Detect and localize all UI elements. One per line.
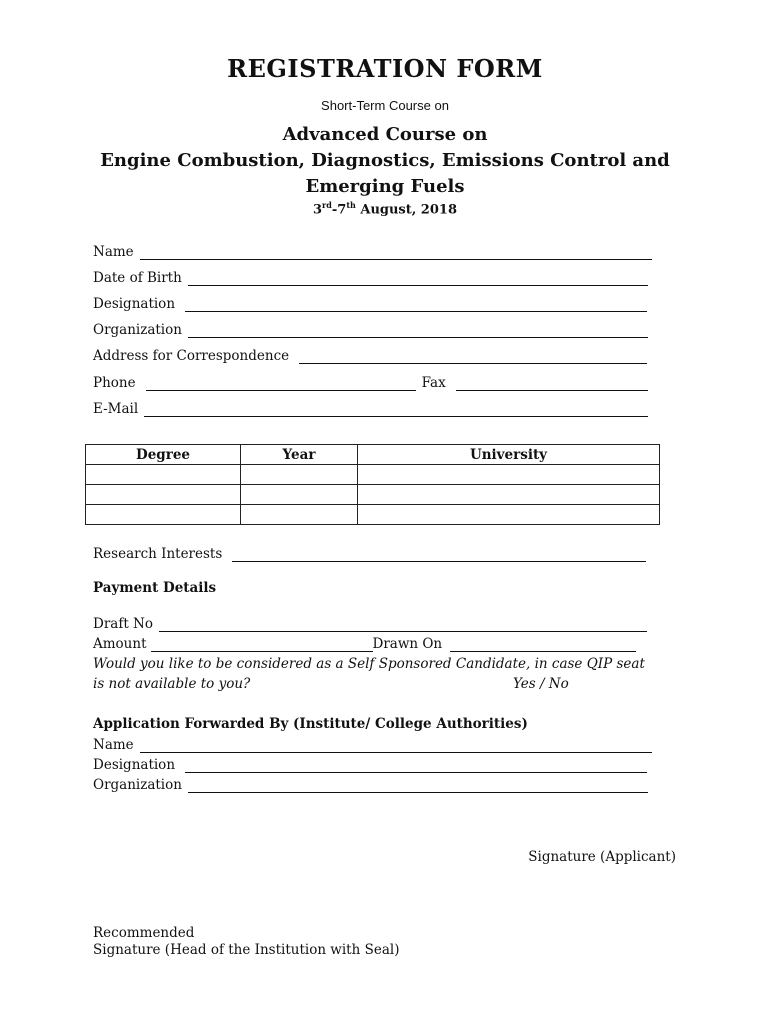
degree-cell[interactable]	[86, 505, 241, 525]
recommended-label: Recommended	[93, 925, 195, 941]
university-cell[interactable]	[358, 465, 660, 485]
amount-field[interactable]	[93, 634, 636, 652]
forwarded-name-field[interactable]	[93, 735, 652, 753]
course-title-line-1: Advanced Course on	[282, 124, 488, 145]
date-start: 3	[313, 202, 323, 218]
course-title-line-3: Emerging Fuels	[305, 176, 465, 197]
phone-label: Phone	[93, 375, 136, 391]
name-label: Name	[93, 244, 134, 260]
date-end-suffix: th	[346, 200, 356, 210]
forwarded-organization-blank[interactable]	[188, 778, 648, 793]
form-subtitle: Short-Term Course on	[321, 98, 449, 113]
organization-field[interactable]	[93, 320, 648, 338]
phone-field[interactable]	[93, 373, 648, 391]
research-interests-label: Research Interests	[93, 546, 223, 562]
table-row	[86, 485, 660, 505]
amount-blank[interactable]	[151, 637, 373, 652]
forwarded-name-label: Name	[93, 737, 134, 753]
forwarded-organization-field[interactable]	[93, 775, 648, 793]
forwarded-designation-field[interactable]	[93, 755, 647, 773]
organization-blank[interactable]	[188, 323, 648, 338]
education-table	[85, 444, 660, 525]
organization-label: Organization	[93, 322, 182, 338]
email-label: E-Mail	[93, 401, 139, 417]
drawn-on-label: Drawn On	[372, 636, 443, 652]
education-table-header	[86, 445, 660, 465]
name-field[interactable]	[93, 242, 652, 260]
designation-blank[interactable]	[185, 297, 647, 312]
forwarded-by-heading: Application Forwarded By (Institute/ College Authorities)	[93, 716, 528, 732]
self-sponsored-question-line-2: is not available to you?	[93, 676, 251, 692]
course-dates	[0, 200, 770, 217]
forwarded-name-blank[interactable]	[140, 738, 652, 753]
dob-label: Date of Birth	[93, 270, 182, 286]
date-month-year: August, 2018	[355, 202, 457, 218]
head-signature-label: Signature (Head of the Institution with Seal)	[93, 942, 400, 958]
table-row	[86, 465, 660, 485]
email-field[interactable]	[93, 399, 648, 417]
draft-no-blank[interactable]	[159, 617, 647, 632]
course-title-line-2: Engine Combustion, Diagnostics, Emissions Control and	[100, 150, 670, 171]
address-blank[interactable]	[299, 349, 647, 364]
name-blank[interactable]	[140, 245, 652, 260]
applicant-signature-label: Signature (Applicant)	[528, 849, 676, 865]
date-start-suffix: rd	[322, 200, 332, 210]
designation-label: Designation	[93, 296, 176, 312]
fax-label: Fax	[421, 375, 446, 391]
draft-no-field[interactable]	[93, 614, 647, 632]
email-blank[interactable]	[144, 402, 648, 417]
year-header: Year	[241, 445, 358, 465]
self-sponsored-question-line-1: Would you like to be considered as a Self Sponsored Candidate, in case QIP seat	[93, 656, 645, 672]
degree-header: Degree	[86, 445, 241, 465]
table-row	[86, 505, 660, 525]
year-cell[interactable]	[241, 465, 358, 485]
university-cell[interactable]	[358, 505, 660, 525]
phone-blank[interactable]	[146, 376, 416, 391]
date-separator: -7	[331, 202, 347, 218]
research-interests-field[interactable]	[93, 544, 646, 562]
university-header: University	[358, 445, 660, 465]
university-cell[interactable]	[358, 485, 660, 505]
dob-blank[interactable]	[188, 271, 648, 286]
year-cell[interactable]	[241, 505, 358, 525]
forwarded-designation-label: Designation	[93, 757, 176, 773]
address-field[interactable]	[93, 346, 647, 364]
year-cell[interactable]	[241, 485, 358, 505]
research-interests-blank[interactable]	[232, 547, 646, 562]
degree-cell[interactable]	[86, 465, 241, 485]
yes-no-option[interactable]: Yes / No	[513, 676, 569, 692]
forwarded-organization-label: Organization	[93, 777, 182, 793]
forwarded-designation-blank[interactable]	[185, 758, 647, 773]
degree-cell[interactable]	[86, 485, 241, 505]
address-label: Address for Correspondence	[93, 348, 290, 364]
amount-label: Amount	[93, 636, 147, 652]
dob-field[interactable]	[93, 268, 648, 286]
form-title: REGISTRATION FORM	[227, 54, 543, 83]
drawn-on-blank[interactable]	[450, 637, 636, 652]
fax-blank[interactable]	[456, 376, 648, 391]
payment-details-heading: Payment Details	[93, 580, 217, 596]
designation-field[interactable]	[93, 294, 647, 312]
draft-no-label: Draft No	[93, 616, 153, 632]
